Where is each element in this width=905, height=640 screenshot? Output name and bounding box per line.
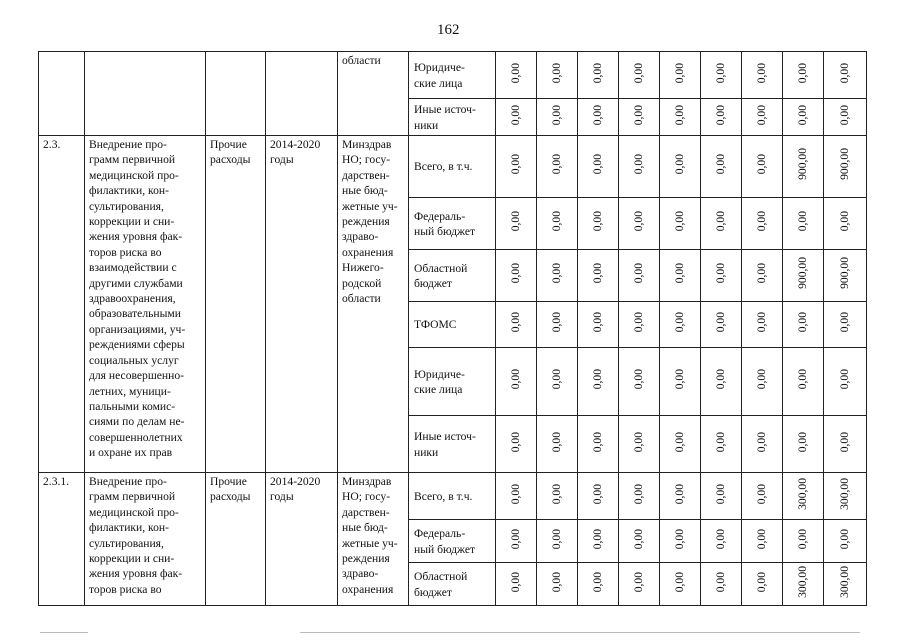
value-cell — [619, 473, 660, 520]
value-text: 0,00 — [591, 369, 604, 390]
value-text: 900,00 — [838, 148, 851, 181]
value-text: 0,00 — [838, 104, 851, 125]
value-cell — [619, 416, 660, 473]
table-row — [39, 473, 867, 520]
page-number: 162 — [437, 22, 460, 38]
value-cell — [660, 473, 701, 520]
value-cell — [742, 250, 783, 302]
value-text: 0,00 — [755, 62, 768, 83]
value-cell — [742, 52, 783, 99]
item-number-cell: 2.3.1. — [39, 473, 85, 606]
value-text: 900,00 — [796, 257, 809, 290]
value-cell — [783, 52, 824, 99]
value-cell — [578, 302, 619, 348]
value-cell — [783, 198, 824, 250]
value-text: 0,00 — [796, 312, 809, 333]
expense-type-cell — [206, 52, 266, 136]
funding-source-cell: Федераль- ный бюджет — [409, 198, 496, 250]
value-cell — [660, 520, 701, 563]
value-text: 0,00 — [838, 62, 851, 83]
value-cell — [619, 563, 660, 606]
expense-type-cell: Прочие расходы — [206, 473, 266, 606]
value-text: 0,00 — [673, 571, 686, 592]
funding-source-cell: Областной бюджет — [409, 563, 496, 606]
value-text: 0,00 — [509, 431, 522, 452]
value-cell — [701, 250, 742, 302]
value-text: 0,00 — [632, 431, 645, 452]
value-text: 0,00 — [509, 211, 522, 232]
funding-source-cell: Юридиче- ские лица — [409, 348, 496, 416]
item-name-cell — [85, 52, 206, 136]
value-text: 0,00 — [714, 154, 727, 175]
value-text: 900,00 — [796, 148, 809, 181]
value-cell — [496, 473, 537, 520]
value-cell — [496, 563, 537, 606]
item-number-cell: 2.3. — [39, 136, 85, 473]
value-cell — [660, 416, 701, 473]
value-text: 0,00 — [796, 62, 809, 83]
value-text: 0,00 — [591, 312, 604, 333]
value-cell — [619, 302, 660, 348]
value-cell — [742, 198, 783, 250]
value-cell — [660, 136, 701, 198]
value-cell — [742, 520, 783, 563]
value-cell — [660, 563, 701, 606]
value-text: 0,00 — [550, 154, 563, 175]
budget-table — [38, 51, 866, 606]
value-cell — [783, 302, 824, 348]
budget-table-body — [39, 52, 867, 606]
value-text: 0,00 — [550, 369, 563, 390]
value-cell — [578, 250, 619, 302]
value-cell — [619, 520, 660, 563]
value-text: 0,00 — [509, 62, 522, 83]
value-text: 0,00 — [755, 154, 768, 175]
value-text: 0,00 — [673, 483, 686, 504]
funding-source-cell: Всего, в т.ч. — [409, 473, 496, 520]
value-cell — [742, 99, 783, 136]
executor-cell: Минздрав НО; госу- дарствен- ные бюд- жетные уч- реждения здраво- охранения — [338, 473, 409, 606]
value-text: 0,00 — [550, 62, 563, 83]
value-text: 0,00 — [714, 431, 727, 452]
value-cell — [578, 136, 619, 198]
value-cell — [578, 348, 619, 416]
value-cell — [701, 416, 742, 473]
value-text: 0,00 — [838, 528, 851, 549]
value-text: 0,00 — [632, 62, 645, 83]
value-cell — [783, 520, 824, 563]
value-cell — [824, 250, 867, 302]
value-text: 0,00 — [632, 104, 645, 125]
value-cell — [783, 416, 824, 473]
value-text: 0,00 — [838, 369, 851, 390]
value-cell — [496, 52, 537, 99]
value-cell — [742, 348, 783, 416]
value-text: 0,00 — [632, 263, 645, 284]
value-text: 0,00 — [755, 571, 768, 592]
value-cell — [537, 136, 578, 198]
value-text: 0,00 — [796, 211, 809, 232]
value-text: 300,00 — [838, 565, 851, 598]
value-text: 0,00 — [591, 263, 604, 284]
value-cell — [578, 99, 619, 136]
value-text: 0,00 — [591, 104, 604, 125]
value-cell — [537, 416, 578, 473]
funding-source-cell: Федераль- ный бюджет — [409, 520, 496, 563]
value-cell — [824, 563, 867, 606]
value-text: 0,00 — [509, 104, 522, 125]
value-cell — [537, 348, 578, 416]
value-text: 0,00 — [714, 483, 727, 504]
value-text: 900,00 — [838, 257, 851, 290]
scan-artifact-line — [40, 632, 88, 633]
value-cell — [824, 99, 867, 136]
value-cell — [783, 99, 824, 136]
value-text: 0,00 — [509, 312, 522, 333]
value-text: 0,00 — [550, 571, 563, 592]
value-text: 0,00 — [755, 312, 768, 333]
value-text: 0,00 — [796, 528, 809, 549]
value-text: 0,00 — [591, 431, 604, 452]
value-text: 0,00 — [550, 263, 563, 284]
value-text: 0,00 — [673, 211, 686, 232]
value-text: 0,00 — [550, 483, 563, 504]
value-cell — [701, 348, 742, 416]
value-cell — [578, 473, 619, 520]
value-text: 0,00 — [755, 483, 768, 504]
value-text: 0,00 — [673, 431, 686, 452]
funding-source-cell: Иные источ- ники — [409, 416, 496, 473]
value-cell — [578, 52, 619, 99]
value-text: 0,00 — [591, 62, 604, 83]
value-cell — [619, 250, 660, 302]
value-cell — [496, 520, 537, 563]
value-cell — [824, 348, 867, 416]
table-row — [39, 52, 867, 99]
value-text: 0,00 — [509, 528, 522, 549]
value-cell — [619, 136, 660, 198]
value-text: 0,00 — [632, 483, 645, 504]
funding-source-cell: Областной бюджет — [409, 250, 496, 302]
funding-source-cell: Всего, в т.ч. — [409, 136, 496, 198]
funding-source-cell: ТФОМС — [409, 302, 496, 348]
value-cell — [619, 99, 660, 136]
item-name-cell: Внедрение про- грамм первичной медицинской про- филактики, кон- сультирования, коррекции и сни- жения уровня фак- торов риска во — [85, 473, 206, 606]
table-row — [39, 136, 867, 198]
value-cell — [619, 52, 660, 99]
value-text: 0,00 — [509, 263, 522, 284]
value-cell — [824, 52, 867, 99]
value-cell — [537, 520, 578, 563]
value-text: 0,00 — [714, 211, 727, 232]
value-cell — [824, 198, 867, 250]
value-text: 300,00 — [796, 477, 809, 510]
value-text: 0,00 — [838, 431, 851, 452]
value-text: 0,00 — [755, 211, 768, 232]
value-cell — [783, 473, 824, 520]
value-cell — [537, 99, 578, 136]
value-cell — [824, 416, 867, 473]
value-cell — [660, 302, 701, 348]
value-text: 0,00 — [632, 369, 645, 390]
value-cell — [537, 52, 578, 99]
value-text: 0,00 — [509, 369, 522, 390]
value-text: 0,00 — [550, 431, 563, 452]
value-cell — [660, 99, 701, 136]
value-cell — [537, 563, 578, 606]
period-cell — [266, 52, 338, 136]
value-cell — [619, 198, 660, 250]
value-text: 0,00 — [550, 312, 563, 333]
value-cell — [496, 250, 537, 302]
value-cell — [496, 416, 537, 473]
value-text: 0,00 — [591, 211, 604, 232]
value-cell — [701, 473, 742, 520]
value-cell — [619, 348, 660, 416]
value-cell — [578, 563, 619, 606]
value-text: 0,00 — [673, 263, 686, 284]
value-cell — [701, 563, 742, 606]
value-text: 0,00 — [673, 369, 686, 390]
value-cell — [537, 198, 578, 250]
item-name-cell: Внедрение про- грамм первичной медицинской про- филактики, кон- сультирования, коррекции и сни- жения уровня фак- торов риска во взаимодействии с другими службами здравоохранения, образовательными организациями, уч- реждениями сферы социальных услуг для несовершенно- летних, муници- пальными комис- сиями по делам не- совершеннолетних и охране их прав — [85, 136, 206, 473]
value-text: 0,00 — [591, 154, 604, 175]
value-text: 300,00 — [796, 565, 809, 598]
value-text: 0,00 — [632, 571, 645, 592]
executor-cell: области — [338, 52, 409, 136]
value-cell — [742, 563, 783, 606]
budget-table-grid — [38, 51, 867, 606]
value-cell — [578, 198, 619, 250]
value-text: 300,00 — [838, 477, 851, 510]
funding-source-cell: Юридиче- ские лица — [409, 52, 496, 99]
value-text: 0,00 — [755, 104, 768, 125]
value-cell — [578, 520, 619, 563]
value-text: 0,00 — [673, 62, 686, 83]
value-cell — [701, 99, 742, 136]
value-text: 0,00 — [509, 154, 522, 175]
value-text: 0,00 — [673, 154, 686, 175]
value-text: 0,00 — [714, 104, 727, 125]
value-cell — [496, 198, 537, 250]
value-text: 0,00 — [550, 211, 563, 232]
period-cell: 2014-2020 годы — [266, 136, 338, 473]
value-text: 0,00 — [591, 571, 604, 592]
value-cell — [496, 99, 537, 136]
value-cell — [660, 250, 701, 302]
value-cell — [783, 250, 824, 302]
value-cell — [660, 198, 701, 250]
value-cell — [537, 302, 578, 348]
period-cell: 2014-2020 годы — [266, 473, 338, 606]
value-text: 0,00 — [509, 571, 522, 592]
value-text: 0,00 — [714, 62, 727, 83]
value-text: 0,00 — [591, 483, 604, 504]
value-cell — [660, 52, 701, 99]
value-cell — [742, 416, 783, 473]
value-cell — [701, 198, 742, 250]
value-text: 0,00 — [673, 312, 686, 333]
value-text: 0,00 — [714, 571, 727, 592]
value-text: 0,00 — [632, 312, 645, 333]
value-text: 0,00 — [509, 483, 522, 504]
value-cell — [783, 348, 824, 416]
value-text: 0,00 — [550, 104, 563, 125]
expense-type-cell: Прочие расходы — [206, 136, 266, 473]
value-cell — [701, 520, 742, 563]
value-cell — [496, 348, 537, 416]
value-cell — [537, 473, 578, 520]
value-text: 0,00 — [632, 211, 645, 232]
value-text: 0,00 — [838, 211, 851, 232]
value-cell — [660, 348, 701, 416]
value-cell — [701, 302, 742, 348]
value-cell — [742, 302, 783, 348]
executor-cell: Минздрав НО; госу- дарствен- ные бюд- жетные уч- реждения здраво- охранения Нижего- родской области — [338, 136, 409, 473]
value-cell — [537, 250, 578, 302]
value-cell — [824, 520, 867, 563]
value-text: 0,00 — [632, 154, 645, 175]
value-text: 0,00 — [714, 312, 727, 333]
value-text: 0,00 — [714, 263, 727, 284]
value-cell — [824, 473, 867, 520]
value-cell — [701, 52, 742, 99]
value-cell — [742, 136, 783, 198]
value-text: 0,00 — [755, 528, 768, 549]
value-cell — [496, 302, 537, 348]
value-text: 0,00 — [673, 104, 686, 125]
value-cell — [783, 563, 824, 606]
value-cell — [578, 416, 619, 473]
value-text: 0,00 — [796, 369, 809, 390]
value-cell — [824, 302, 867, 348]
value-cell — [496, 136, 537, 198]
value-text: 0,00 — [796, 104, 809, 125]
value-text: 0,00 — [755, 369, 768, 390]
value-text: 0,00 — [550, 528, 563, 549]
item-number-cell — [39, 52, 85, 136]
value-text: 0,00 — [591, 528, 604, 549]
value-text: 0,00 — [632, 528, 645, 549]
value-text: 0,00 — [714, 369, 727, 390]
value-text: 0,00 — [755, 263, 768, 284]
value-cell — [824, 136, 867, 198]
value-text: 0,00 — [755, 431, 768, 452]
value-text: 0,00 — [796, 431, 809, 452]
value-text: 0,00 — [714, 528, 727, 549]
value-cell — [701, 136, 742, 198]
value-cell — [783, 136, 824, 198]
value-text: 0,00 — [673, 528, 686, 549]
value-text: 0,00 — [838, 312, 851, 333]
scan-artifact-line — [300, 632, 860, 633]
funding-source-cell: Иные источ- ники — [409, 99, 496, 136]
value-cell — [742, 473, 783, 520]
